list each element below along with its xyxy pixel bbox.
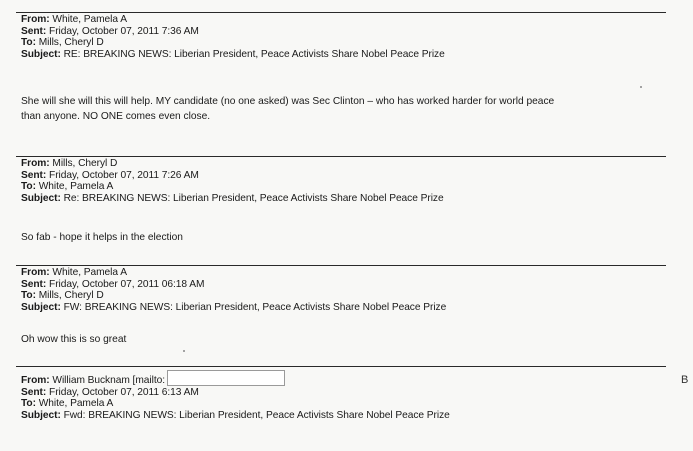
sent-line [21, 387, 661, 399]
from-value: White, Pamela A [52, 267, 127, 278]
to-label: To: [21, 181, 36, 193]
email-header [21, 267, 661, 313]
from-line [21, 14, 661, 26]
to-line [21, 181, 661, 193]
from-label: From: [21, 375, 50, 386]
sent-value: Friday, October 07, 2011 7:36 AM [49, 25, 199, 37]
to-label: To: [21, 37, 36, 49]
sent-line [21, 279, 661, 291]
subject-label: Subject: [21, 192, 61, 204]
to-value: Mills, Cheryl D [38, 290, 104, 302]
from-value: Mills, Cheryl D [52, 158, 118, 169]
margin-mark: B [681, 374, 689, 386]
to-label: To: [21, 290, 36, 302]
from-label: From: [21, 267, 50, 278]
body-line: She will she will this will help. MY candidate (no one asked) was Sec Clinton – who has worked harder for world peace [21, 96, 555, 107]
subject-value: RE: BREAKING NEWS: Liberian President, Peace Activists Share Nobel Peace Prize [63, 48, 445, 60]
sent-label: Sent: [21, 278, 47, 290]
subject-value: Fwd: BREAKING NEWS: Liberian President, Peace Activists Share Nobel Peace Prize [63, 409, 450, 421]
from-line [21, 158, 661, 170]
to-value: White, Pamela A [38, 181, 114, 193]
from-label: From: [21, 14, 50, 25]
from-line [21, 370, 661, 387]
sent-label: Sent: [21, 169, 47, 181]
separator-line [16, 12, 666, 13]
separator-line [16, 265, 666, 266]
sent-label: Sent: [21, 386, 47, 398]
from-value: White, Pamela A [52, 14, 127, 25]
subject-line [21, 302, 661, 314]
sent-line [21, 170, 661, 182]
subject-line [21, 49, 661, 61]
sent-value: Friday, October 07, 2011 6:13 AM [49, 386, 199, 398]
email-header [21, 370, 661, 421]
scan-speck [183, 350, 185, 352]
to-line [21, 290, 661, 302]
subject-label: Subject: [21, 409, 61, 421]
email-body [21, 231, 681, 244]
from-line [21, 267, 661, 279]
sent-value: Friday, October 07, 2011 06:18 AM [49, 278, 205, 290]
subject-label: Subject: [21, 48, 61, 60]
body-line: Oh wow this is so great [21, 334, 127, 345]
to-label: To: [21, 398, 36, 410]
email-body [21, 95, 681, 123]
subject-value: Re: BREAKING NEWS: Liberian President, Peace Activists Share Nobel Peace Prize [63, 192, 444, 204]
subject-value: FW: BREAKING NEWS: Liberian President, Peace Activists Share Nobel Peace Prize [63, 301, 447, 313]
subject-line [21, 410, 661, 422]
to-value: Mills, Cheryl D [38, 37, 104, 49]
from-label: From: [21, 158, 50, 169]
email-header [21, 158, 661, 204]
to-value: White, Pamela A [38, 398, 114, 410]
from-value: William Bucknam [mailto: [52, 375, 165, 386]
body-line: than anyone. NO ONE comes even close. [21, 111, 211, 122]
body-line: So fab - hope it helps in the election [21, 232, 183, 243]
subject-line [21, 193, 661, 205]
separator-line [16, 156, 666, 157]
sent-value: Friday, October 07, 2011 7:26 AM [49, 169, 199, 181]
email-body [21, 333, 681, 346]
redaction-box [167, 370, 285, 386]
sent-line [21, 26, 661, 38]
separator-line [16, 366, 666, 367]
to-line [21, 398, 661, 410]
email-header [21, 14, 661, 60]
scan-speck [640, 86, 642, 88]
sent-label: Sent: [21, 25, 47, 37]
to-line [21, 37, 661, 49]
subject-label: Subject: [21, 301, 61, 313]
